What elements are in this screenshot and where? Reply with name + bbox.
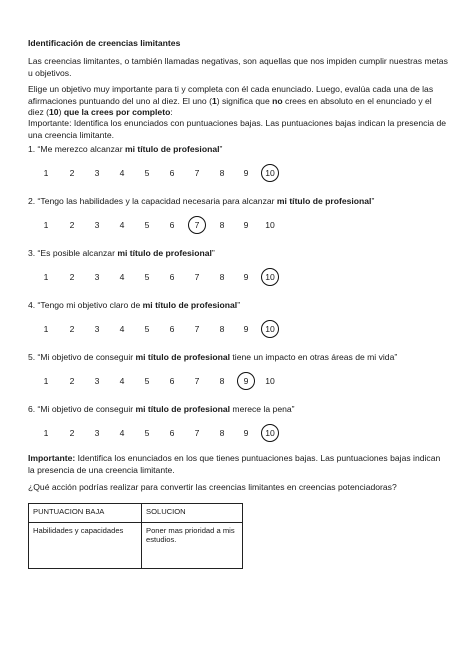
rating-option[interactable]: 10: [265, 376, 275, 386]
question-text-start: 4. “Tengo mi objetivo claro de: [28, 300, 143, 310]
selected-rating-circle: [261, 268, 279, 286]
rating-option[interactable]: 3: [94, 428, 100, 438]
document-title: Identificación de creencias limitantes: [28, 38, 181, 48]
rating-option[interactable]: 3: [94, 376, 100, 386]
rating-option[interactable]: 10: [265, 168, 275, 178]
rating-scale-row: [0, 166, 474, 180]
header-solution: SOLUCION: [142, 504, 243, 523]
rating-scale-row: [0, 218, 474, 232]
question-1-text: [28, 144, 448, 156]
rating-option[interactable]: 3: [94, 324, 100, 334]
intro-paragraph: Las creencias limitantes, o también llamadas negativas, son aquellas que nos impiden cumplir nuestras metas u objetivos.: [28, 56, 448, 78]
rating-option[interactable]: 7: [194, 168, 200, 178]
question-text-bold: mi título de profesional: [135, 352, 231, 362]
selected-rating-circle: [261, 164, 279, 182]
question-text-end: ”: [371, 196, 375, 206]
question-text-bold: mi título de profesional: [117, 248, 212, 258]
rating-option[interactable]: 5: [144, 220, 150, 230]
selected-rating-circle: [237, 372, 255, 390]
rating-option[interactable]: 9: [243, 324, 249, 334]
rating-option[interactable]: 10: [265, 220, 275, 230]
cell-low-score[interactable]: Habilidades y capacidades: [29, 523, 142, 569]
rating-option[interactable]: 2: [69, 168, 75, 178]
table-header-row: [29, 504, 243, 523]
question-text-end: ”: [237, 300, 241, 310]
rating-option[interactable]: 8: [219, 376, 225, 386]
instruction-text-2: ) significa que: [216, 95, 273, 106]
rating-option[interactable]: 6: [169, 428, 175, 438]
rating-option[interactable]: 1: [43, 220, 49, 230]
rating-option[interactable]: 9: [243, 272, 249, 282]
rating-option[interactable]: 4: [119, 376, 125, 386]
rating-option[interactable]: 10: [265, 428, 275, 438]
rating-option[interactable]: 8: [219, 220, 225, 230]
instruction-bold-3: 10: [49, 107, 59, 117]
cell-solution[interactable]: Poner mas prioridad a mis estudios.: [142, 523, 243, 569]
question-5-text: [28, 352, 448, 364]
rating-option[interactable]: 9: [243, 220, 249, 230]
rating-option[interactable]: 2: [69, 376, 75, 386]
rating-option[interactable]: 9: [243, 168, 249, 178]
rating-option[interactable]: 8: [219, 168, 225, 178]
question-text-end: merece la pena”: [230, 404, 295, 414]
instruction-bold-2: no: [272, 95, 283, 106]
rating-option[interactable]: 3: [94, 168, 100, 178]
selected-rating-circle: [188, 216, 206, 234]
rating-option[interactable]: 4: [119, 220, 125, 230]
question-text-bold: mi título de profesional: [124, 144, 220, 154]
instruction-bold-1: 1: [211, 95, 217, 106]
table-row: [29, 523, 243, 569]
rating-scale-row: [0, 270, 474, 284]
rating-option[interactable]: 2: [69, 220, 75, 230]
rating-option[interactable]: 5: [144, 428, 150, 438]
instruction-text-3: crees en absoluto en el enunciado y el diez (: [28, 95, 432, 117]
instruction-text-4: ): [58, 107, 64, 117]
rating-option[interactable]: 8: [219, 324, 225, 334]
question-text-end: ”: [211, 248, 215, 258]
selected-rating-circle: [261, 320, 279, 338]
rating-option[interactable]: 3: [94, 220, 100, 230]
question-3-text: [28, 248, 448, 260]
rating-option[interactable]: 5: [144, 168, 150, 178]
important-note-2: [28, 453, 448, 476]
question-text-start: 6. “Mi objetivo de conseguir: [28, 404, 136, 414]
rating-option[interactable]: 1: [43, 168, 49, 178]
rating-option[interactable]: 1: [43, 324, 49, 334]
rating-option[interactable]: 4: [119, 324, 125, 334]
rating-option[interactable]: 5: [144, 324, 150, 334]
rating-option[interactable]: 2: [69, 324, 75, 334]
action-question: ¿Qué acción podrías realizar para convertir las creencias limitantes en creencias potenciadoras?: [28, 482, 397, 492]
header-low-score: PUNTUACION BAJA: [29, 504, 142, 523]
question-text-start: 5. “Mi objetivo de conseguir: [28, 352, 136, 362]
rating-option[interactable]: 2: [69, 272, 75, 282]
rating-scale-row: [0, 374, 474, 388]
question-text-bold: mi título de profesional: [142, 300, 238, 310]
rating-option[interactable]: 8: [219, 272, 225, 282]
question-text-end: tiene un impacto en otras áreas de mi vida”: [230, 352, 398, 362]
rating-option[interactable]: 2: [69, 428, 75, 438]
question-4-text: [28, 300, 448, 312]
rating-option[interactable]: 7: [194, 220, 200, 230]
rating-option[interactable]: 6: [169, 220, 175, 230]
rating-option[interactable]: 1: [43, 376, 49, 386]
instruction-bold-4: que la crees por completo: [63, 107, 171, 117]
rating-option[interactable]: 7: [194, 324, 200, 334]
question-2-text: [28, 196, 448, 208]
question-text-bold: mi título de profesional: [276, 196, 372, 206]
important-text: Identifica los enunciados en los que tienes puntuaciones bajas. Las puntuaciones bajas indican la presencia de una creencia limitante.: [28, 453, 441, 475]
rating-option[interactable]: 5: [144, 376, 150, 386]
rating-option[interactable]: 6: [169, 324, 175, 334]
solution-table: [28, 503, 243, 569]
selected-rating-circle: [261, 424, 279, 442]
rating-option[interactable]: 10: [265, 324, 275, 334]
rating-option[interactable]: 4: [119, 272, 125, 282]
rating-option[interactable]: 7: [194, 272, 200, 282]
rating-option[interactable]: 6: [169, 376, 175, 386]
rating-option[interactable]: 10: [265, 272, 275, 282]
important-label: Importante:: [28, 453, 76, 463]
rating-option[interactable]: 5: [144, 272, 150, 282]
question-6-text: [28, 404, 448, 416]
question-text-start: 2. “Tengo las habilidades y la capacidad necesaria para alcanzar: [28, 196, 277, 206]
rating-option[interactable]: 9: [243, 376, 249, 386]
instruction-text-1: Elige un objetivo muy importante para ti y completa con él cada enunciado. Luego, evalúa cada una de las afirmaciones puntuando del uno al diez. El uno (: [28, 84, 434, 106]
rating-scale-row: [0, 322, 474, 336]
instruction-paragraph: [28, 84, 448, 119]
rating-option[interactable]: 3: [94, 272, 100, 282]
question-text-start: 3. “Es posible alcanzar: [28, 248, 118, 258]
rating-option[interactable]: 7: [194, 376, 200, 386]
rating-option[interactable]: 1: [43, 272, 49, 282]
instruction-text-5: :: [170, 107, 173, 117]
question-text-bold: mi título de profesional: [135, 404, 231, 414]
rating-option[interactable]: 6: [169, 272, 175, 282]
rating-scale-row: [0, 426, 474, 440]
rating-option[interactable]: 9: [243, 428, 249, 438]
question-text-end: ”: [219, 144, 223, 154]
question-text-start: 1. “Me merezco alcanzar: [28, 144, 125, 154]
important-note-1: Importante: Identifica los enunciados con puntuaciones bajas. Las puntuaciones bajas indican la presencia de una creencia limitante.: [28, 118, 447, 140]
rating-option[interactable]: 7: [194, 428, 200, 438]
rating-option[interactable]: 1: [43, 428, 49, 438]
rating-option[interactable]: 4: [119, 168, 125, 178]
rating-option[interactable]: 4: [119, 428, 125, 438]
rating-option[interactable]: 6: [169, 168, 175, 178]
rating-option[interactable]: 8: [219, 428, 225, 438]
